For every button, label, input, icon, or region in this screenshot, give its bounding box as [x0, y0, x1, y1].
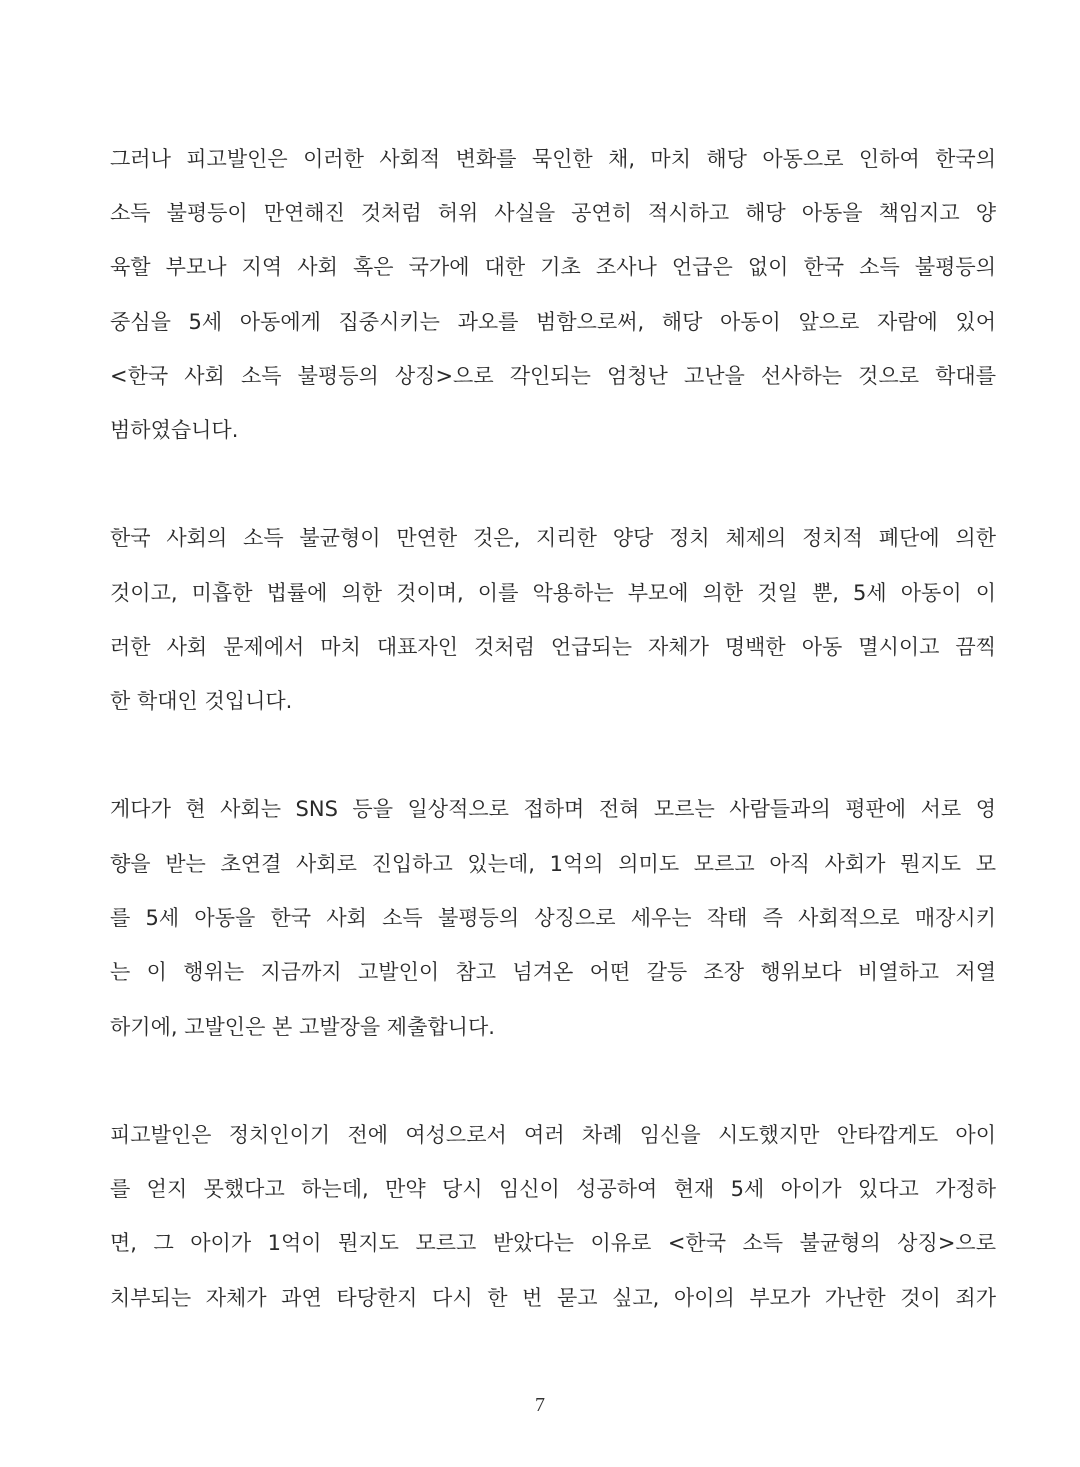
paragraph-line: 것이고, 미흡한 법률에 의한 것이며, 이를 악용하는 부모에 의한 것일 뿐, 5세 아동이 이: [110, 581, 996, 605]
paragraph-line: 하기에, 고발인은 본 고발장을 제출합니다.: [110, 1015, 495, 1039]
paragraph-line: 한 학대인 것입니다.: [110, 689, 293, 713]
paragraph-line: 면, 그 아이가 1억이 뭔지도 모르고 받았다는 이유로 <한국 소득 불균형의 상징>으로: [110, 1231, 996, 1255]
paragraph-line: 를 5세 아동을 한국 사회 소득 불평등의 상징으로 세우는 작태 즉 사회적으로 매장시키: [110, 906, 996, 930]
paragraph-line: <한국 사회 소득 불평등의 상징>으로 각인되는 엄청난 고난을 선사하는 것으로 학대를: [110, 364, 996, 388]
paragraph-line: 향을 받는 초연결 사회로 진입하고 있는데, 1억의 의미도 모르고 아직 사회가 뭔지도 모: [110, 852, 996, 876]
paragraph-line: 를 얻지 못했다고 하는데, 만약 당시 임신이 성공하여 현재 5세 아이가 있다고 가정하: [110, 1177, 996, 1201]
paragraph-line: 범하였습니다.: [110, 418, 239, 442]
paragraph-line: 러한 사회 문제에서 마치 대표자인 것처럼 언급되는 자체가 명백한 아동 멸시이고 끔찍: [110, 635, 996, 659]
paragraph-line: 육할 부모나 지역 사회 혹은 국가에 대한 기초 조사나 언급은 없이 한국 소득 불평등의: [110, 255, 996, 279]
page-number: 7: [535, 1394, 545, 1416]
paragraph-line: 그러나 피고발인은 이러한 사회적 변화를 묵인한 채, 마치 해당 아동으로 인하여 한국의: [110, 147, 996, 171]
paragraph-line: 소득 불평등이 만연해진 것처럼 허위 사실을 공연히 적시하고 해당 아동을 책임지고 양: [110, 201, 996, 225]
paragraph-line: 는 이 행위는 지금까지 고발인이 참고 넘겨온 어떤 갈등 조장 행위보다 비열하고 저열: [110, 960, 996, 984]
paragraph-line: 게다가 현 사회는 SNS 등을 일상적으로 접하며 전혀 모르는 사람들과의 평판에 서로 영: [110, 797, 996, 821]
paragraph-line: 치부되는 자체가 과연 타당한지 다시 한 번 묻고 싶고, 아이의 부모가 가난한 것이 죄가: [110, 1286, 996, 1310]
paragraph-line: 피고발인은 정치인이기 전에 여성으로서 여러 차례 임신을 시도했지만 안타깝게도 아이: [110, 1123, 996, 1147]
paragraph-line: 한국 사회의 소득 불균형이 만연한 것은, 지리한 양당 정치 체제의 정치적 폐단에 의한: [110, 526, 996, 550]
paragraph-line: 중심을 5세 아동에게 집중시키는 과오를 범함으로써, 해당 아동이 앞으로 자람에 있어: [110, 310, 996, 334]
